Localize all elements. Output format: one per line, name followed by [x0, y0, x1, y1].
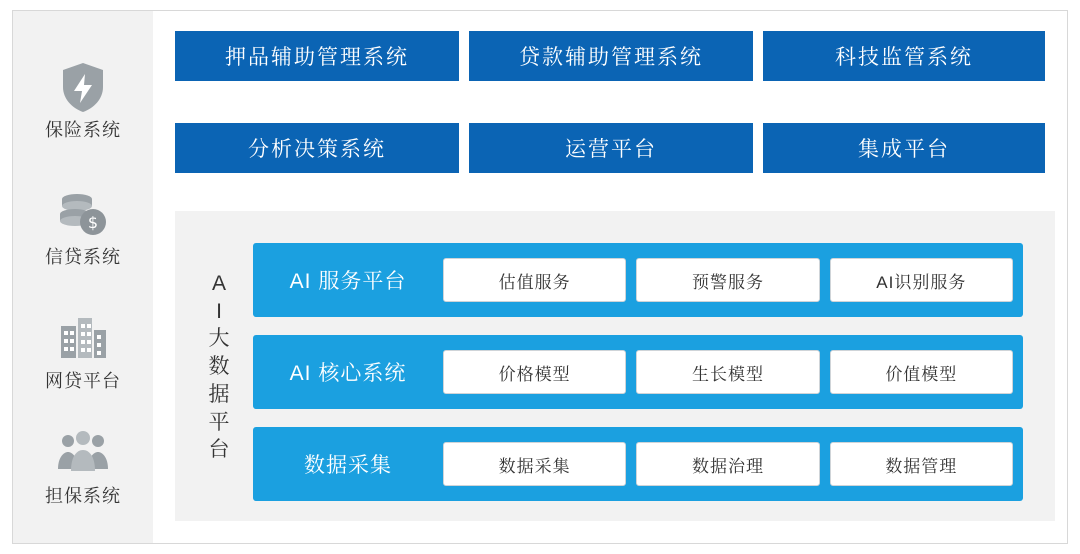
cell-growth-model[interactable]: 生长模型 — [636, 350, 819, 394]
sidebar-item-online-loan[interactable] — [13, 310, 153, 390]
platform-row-ai-service[interactable] — [253, 243, 1023, 317]
sidebar-item-label: 保险系统 — [45, 120, 121, 140]
top-bar-collateral-system[interactable] — [175, 31, 459, 81]
vertical-label-char: 台 — [208, 438, 230, 462]
top-bar-operation-platform[interactable] — [469, 123, 753, 173]
buildings-icon — [55, 310, 111, 366]
row-cells — [443, 442, 1023, 486]
sidebar-item-label: 网贷平台 — [45, 371, 121, 391]
top-bar-label: 运营平台 — [565, 138, 657, 161]
row-cells — [443, 350, 1023, 394]
sidebar-item-guarantee[interactable] — [13, 425, 153, 505]
top-bar-analysis-decision-system[interactable] — [175, 123, 459, 173]
top-bar-label: 分析决策系统 — [248, 138, 386, 161]
row-title: 数据采集 — [304, 454, 392, 477]
people-group-icon — [55, 425, 111, 481]
cell-valuation-service[interactable]: 估值服务 — [443, 258, 626, 302]
sidebar-item-insurance[interactable] — [13, 59, 153, 139]
row-title: AI 服务平台 — [289, 270, 407, 293]
cell-price-model[interactable]: 价格模型 — [443, 350, 626, 394]
cell-ai-recognition-service[interactable]: AI识别服务 — [830, 258, 1013, 302]
sidebar-item-label: 信贷系统 — [45, 247, 121, 267]
sidebar-item-label: 担保系统 — [45, 486, 121, 506]
vertical-label-char: 数 — [208, 355, 230, 379]
platform-row-data-collection[interactable] — [253, 427, 1023, 501]
row-cells — [443, 258, 1023, 302]
top-bar-label: 科技监管系统 — [835, 46, 973, 69]
vertical-label-char: 大 — [208, 327, 230, 351]
sidebar — [13, 11, 153, 543]
svg-text:$: $ — [87, 213, 99, 232]
top-bar-loan-system[interactable] — [469, 31, 753, 81]
top-bar-integration-platform[interactable] — [763, 123, 1045, 173]
shield-bolt-icon — [55, 59, 111, 115]
vertical-label-char: 据 — [208, 382, 230, 406]
top-bar-label: 贷款辅助管理系统 — [519, 46, 703, 69]
cell-data-governance[interactable]: 数据治理 — [636, 442, 819, 486]
cell-alert-service[interactable]: 预警服务 — [636, 258, 819, 302]
row-title: AI 核心系统 — [289, 362, 407, 385]
coins-dollar-icon — [55, 186, 111, 242]
cell-data-management[interactable]: 数据管理 — [830, 442, 1013, 486]
vertical-label-char: A — [211, 271, 226, 295]
top-bar-label: 集成平台 — [858, 138, 950, 161]
cell-value-model[interactable]: 价值模型 — [830, 350, 1013, 394]
vertical-label-char: 平 — [208, 410, 230, 434]
top-bar-tech-supervision-system[interactable] — [763, 31, 1045, 81]
ai-bigdata-platform-vertical-label — [190, 228, 248, 506]
vertical-label-char: I — [216, 299, 222, 323]
top-bar-label: 押品辅助管理系统 — [225, 46, 409, 69]
sidebar-item-credit[interactable] — [13, 186, 153, 266]
cell-data-collection[interactable]: 数据采集 — [443, 442, 626, 486]
platform-row-ai-core[interactable] — [253, 335, 1023, 409]
